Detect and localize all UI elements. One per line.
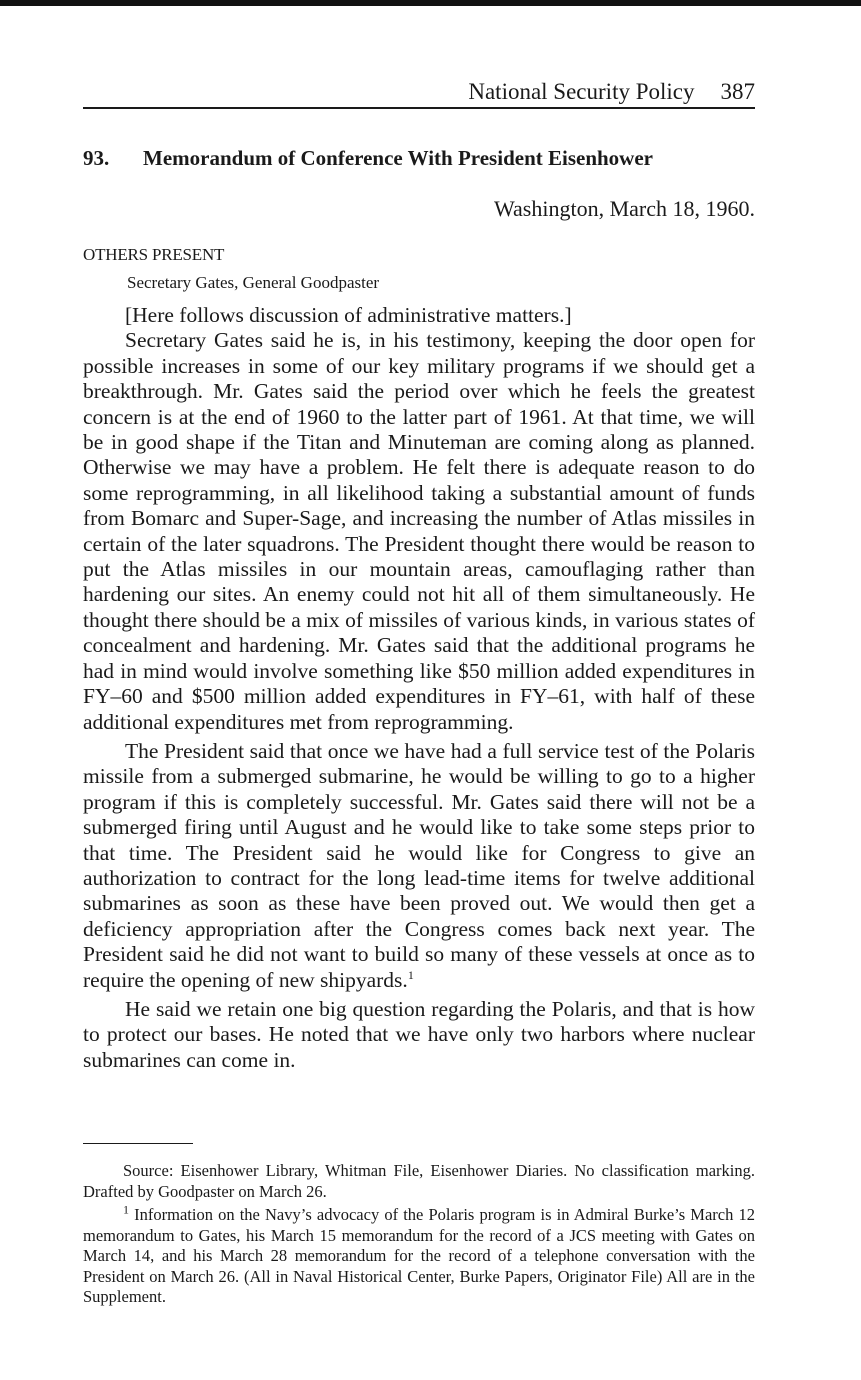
dateline: Washington, March 18, 1960. (494, 196, 755, 221)
source-note: Source: Eisenhower Library, Whitman File, Eisenhower Diaries. No classification marking. Drafted by Goodpaster on March 26. (83, 1161, 755, 1201)
body-paragraph-3 (83, 739, 755, 993)
body-paragraph-1: [Here follows discussion of administrative matters.] (125, 303, 572, 327)
document-number: 93. (83, 146, 110, 170)
scan-top-border (0, 0, 861, 6)
header-rule (83, 107, 755, 109)
document-heading (83, 144, 755, 172)
running-header (83, 78, 755, 106)
memorandum-body (83, 303, 755, 1073)
body-paragraph-3-text: The President said that once we have had a full service test of the Polaris missile from a submerged submarine, he would be willing to go to a higher program if this is completely successful. Mr. Gates said there will not be a submerged firing until August and he would like to take some steps prior to that time. The President said he would like for Congress to give an authorization to contract for the long lead-time items for twelve additional submarines as soon as these have been proved out. We would then get a deficiency appropriation after the Congress comes back next year. The President said he did not want to build so many of these vessels at once as to require the opening of new shipyards. (83, 738, 755, 992)
document-title: Memorandum of Conference With President Eisenhower (143, 146, 653, 170)
others-present-label: OTHERS PRESENT (83, 245, 225, 264)
body-paragraph-4: He said we retain one big question regarding the Polaris, and that is how to protect our bases. He noted that we have only two harbors where nuclear submarines can come in. (83, 996, 755, 1072)
footnote-1-number: 1 (123, 1202, 129, 1217)
footnote-reference-1[interactable]: 1 (407, 967, 414, 982)
running-title: National Security Policy (468, 79, 695, 104)
footnotes (83, 1161, 755, 1311)
page-number: 387 (720, 79, 755, 104)
footnote-1-text: Information on the Navy’s advocacy of the Polaris program is in Admiral Burke’s March 12 memorandum to Gates, his March 15 memorandum for the record of a JCS meeting with Gates on March 14, and his March 28 memorandum for the record of a telephone conversation with the President on March 26. (All in Naval Historical Center, Burke Papers, Originator File) All are in the Supplement. (83, 1205, 755, 1306)
body-paragraph-2: Secretary Gates said he is, in his testimony, keeping the door open for possible increases in some of our key military programs if we should get a breakthrough. Mr. Gates said the period over which he feels the greatest concern is at the end of 1960 to the latter part of 1961. At that time, we will be in good shape if the Titan and Minuteman are coming along as planned. Otherwise we may have a problem. He felt there is adequate reason to do some reprogramming, in all likelihood taking a substantial amount of funds from Bomarc and Super-Sage, and increasing the number of Atlas missiles in certain of the later squadrons. The President thought there would be reason to put the Atlas missiles in our mountain areas, camouflaging rather than hardening our sites. An enemy could not hit all of them simultaneously. He thought there should be a mix of missiles of various kinds, in various states of concealment and hardening. Mr. Gates said that the additional programs he had in mind would involve something like $50 million added expenditures in FY–60 and $500 million added expenditures in FY–61, with half of these additional expenditures met from reprogramming. (83, 328, 755, 734)
footnote-1 (83, 1202, 755, 1308)
footnote-rule (83, 1143, 193, 1144)
others-present-names: Secretary Gates, General Goodpaster (127, 273, 380, 292)
